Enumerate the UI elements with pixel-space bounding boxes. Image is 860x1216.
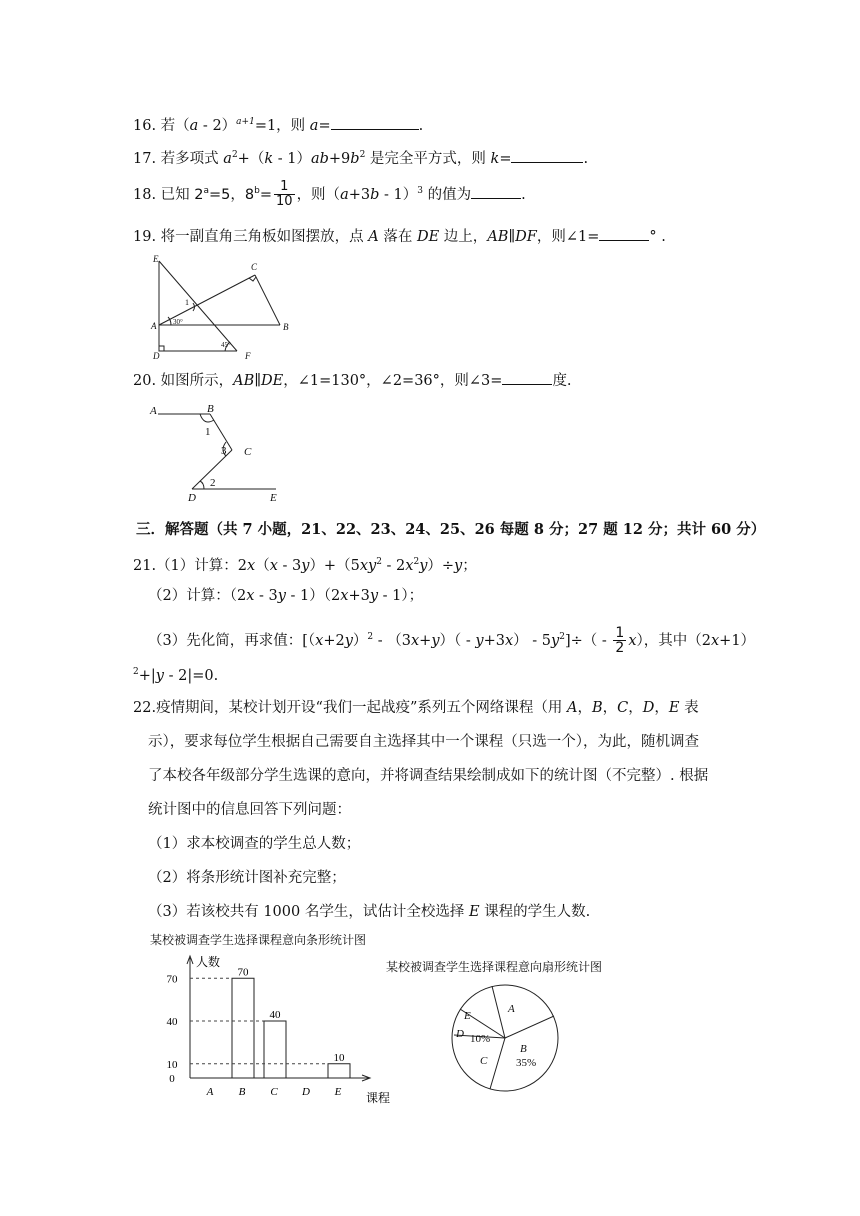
q17-exp: 2: [231, 150, 238, 160]
q18-text: +3: [348, 186, 371, 203]
q16-var-a: a: [309, 117, 319, 134]
q22-text: ，: [628, 700, 643, 716]
q21-text: （1）计算：2: [156, 557, 248, 574]
pie-divider: [505, 1016, 554, 1038]
q21-var: y: [431, 632, 440, 649]
q21-var: x: [710, 632, 720, 649]
q20-var: DE: [261, 373, 284, 389]
question-16: [133, 112, 423, 136]
q21-text: ）: [352, 632, 368, 649]
q16-exponent: a+1: [236, 117, 255, 127]
q18-eq: =: [259, 186, 273, 203]
question-22-line-2: 示），要求每位学生根据自己需要自主选择其中一个课程（只选一个），为此，随机调查: [148, 734, 699, 750]
label-C: C: [251, 262, 258, 272]
line-CB: [255, 275, 280, 325]
q21-text: ]÷（ -: [564, 632, 612, 649]
q21-exp: 2: [367, 632, 374, 642]
pie-divider: [492, 986, 505, 1038]
q18-text: =5，: [209, 186, 245, 203]
q18-end: .: [521, 186, 526, 203]
pie-divider: [490, 1038, 505, 1089]
q17-text: +（: [237, 150, 265, 167]
q22-text: ，: [577, 700, 592, 716]
y-tick-label: 10: [166, 1058, 178, 1071]
q17-var: k: [264, 150, 274, 167]
q18-text: ，则（: [296, 186, 341, 203]
question-18: [133, 176, 526, 210]
angle-2-arc: [200, 481, 204, 489]
pie-chart: [446, 978, 566, 1098]
q17-var: a: [223, 150, 232, 167]
q16-text: =1，则: [254, 117, 310, 134]
q22-text: ，: [654, 700, 669, 716]
y-tick-label: 40: [166, 1016, 178, 1028]
q21-text: （2）计算：（2: [148, 588, 247, 604]
label-45-degrees: 45°: [221, 341, 231, 349]
figure-19-triangles: [145, 253, 295, 361]
label-B: B: [283, 322, 289, 332]
q21-text: +1）: [719, 632, 756, 649]
question-21-part-3: [148, 620, 755, 658]
label-E: E: [270, 492, 277, 504]
q18-var: a: [340, 186, 349, 203]
pie-percent-D: 10%: [470, 1033, 491, 1045]
q21-text: ），其中（2: [636, 632, 711, 649]
q21-exp: 2: [376, 557, 382, 567]
q17-text: 若多项式: [160, 150, 224, 167]
x-tick-label: D: [302, 1086, 310, 1098]
q19-var: DF: [515, 229, 537, 245]
q21-text: +|: [138, 667, 156, 684]
label-B: B: [207, 403, 214, 415]
q20-var: AB: [233, 373, 255, 389]
x-axis-label: 课程: [366, 1091, 391, 1105]
q18-text: 已知: [160, 186, 195, 203]
q22-var: E: [668, 700, 680, 716]
q21-text: - 3: [254, 588, 278, 604]
fraction: [613, 626, 626, 655]
q21-text: （: [255, 557, 270, 574]
q17-exp: 2: [359, 150, 366, 160]
q21-text: ）（ -: [439, 632, 476, 649]
q21-text: - 3: [277, 557, 302, 574]
pie-label-C: C: [480, 1055, 488, 1067]
q21-text: +: [419, 632, 432, 649]
q21-text: - （3: [373, 632, 411, 649]
q22-text: 表: [679, 700, 699, 716]
q21-var: x: [246, 588, 255, 604]
q21-var: xy: [359, 557, 377, 574]
question-number: 19.: [133, 229, 157, 245]
q22-text: ，: [602, 700, 618, 716]
question-number: 17.: [133, 150, 157, 167]
question-21-part-3-continued: [133, 662, 218, 686]
question-22-sub-2: （2）将条形统计图补充完整；: [148, 870, 346, 886]
q21-exp: 2: [559, 632, 565, 642]
q17-var: b: [350, 150, 360, 167]
question-22-line-4: 统计图中的信息回答下列问题：: [148, 802, 351, 818]
q22-var: A: [567, 700, 578, 716]
y-tick-label: 0: [169, 1073, 175, 1085]
label-A: A: [150, 405, 157, 417]
q19-end: ° .: [649, 229, 666, 245]
q21-var: y: [344, 632, 353, 649]
pie-chart-title: 某校被调查学生选择课程意向扇形统计图: [386, 960, 603, 974]
x-tick-label: A: [206, 1086, 214, 1098]
answer-blank[interactable]: [511, 148, 583, 163]
fraction-numerator: 1: [615, 625, 625, 642]
q21-text: ） - 5: [513, 632, 552, 649]
q17-text: =: [499, 150, 512, 167]
label-E: E: [153, 254, 159, 264]
q17-var: ab: [310, 150, 329, 167]
question-22-line-1: [133, 698, 699, 718]
q21-text: ）÷: [427, 557, 455, 574]
question-22-line-3: 了本校各年级部分学生选课的意向，并将调查结果绘制成如下的统计图（不完整）. 根据: [148, 768, 709, 784]
question-19: [133, 226, 666, 247]
bar-data-label: 10: [333, 1051, 345, 1064]
answer-blank[interactable]: [331, 115, 419, 130]
q21-exp: 2: [133, 667, 139, 677]
label-A: A: [151, 321, 157, 331]
bar-chart: [160, 950, 400, 1110]
section-heading: 三．解答题（共 7 小题，21、22、23、24、25、26 每题 8 分；27 题 12 分；共计 60 分）: [136, 521, 766, 538]
fraction-denominator: 2: [615, 640, 625, 657]
answer-blank[interactable]: [502, 370, 552, 385]
pie-label-E: E: [464, 1010, 471, 1022]
label-D: D: [188, 492, 196, 504]
q17-text: 是完全平方式，则: [365, 150, 491, 167]
pie-label-B: B: [520, 1043, 527, 1055]
q19-var: DE: [416, 229, 440, 245]
pie-label-A: A: [508, 1003, 515, 1015]
q18-exp: 3: [417, 186, 423, 196]
q19-text: 将一副直角三角板如图摆放，点: [160, 229, 369, 245]
q16-text: - 2）: [198, 117, 237, 134]
q21-text: +3: [483, 632, 505, 649]
q19-text: 落在: [378, 229, 417, 245]
question-17: [133, 145, 588, 169]
question-number: 22.: [133, 700, 157, 716]
q21-text: ）+（5: [309, 557, 360, 574]
q21-text: - 2|=0.: [163, 667, 219, 684]
q21-text: +3: [348, 588, 370, 604]
q20-text: ，∠1=130°，∠2=36°，则∠3=: [283, 373, 503, 389]
label-30-degrees: 30°: [173, 318, 183, 326]
label-angle-3: 3: [221, 445, 227, 457]
bar-data-label: 70: [237, 966, 249, 979]
bar-data-label: 40: [269, 1009, 281, 1021]
q22-text: 课程的学生人数.: [479, 904, 591, 920]
q22-var: C: [617, 700, 629, 716]
line-EF: [159, 261, 237, 351]
q21-text: ；: [462, 557, 477, 574]
q21-var: x: [340, 588, 349, 604]
q21-var: x: [315, 632, 324, 649]
fraction-numerator: 1: [274, 180, 295, 195]
q16-text: 若（: [160, 117, 190, 134]
q20-text: 如图所示，: [160, 373, 234, 389]
q19-text: ，则∠1=: [536, 229, 600, 245]
q21-var: x: [504, 632, 514, 649]
fraction-denominator: 10: [276, 194, 293, 210]
label-angle-2: 2: [210, 477, 216, 489]
question-22-sub-1: （1）求本校调查的学生总人数；: [148, 836, 361, 852]
label-angle-1: 1: [185, 298, 189, 307]
fraction: [274, 180, 295, 209]
q18-var: b: [370, 186, 380, 203]
q19-var: AB: [487, 229, 509, 245]
q19-text: 边上，: [439, 229, 488, 245]
q21-var: y: [475, 632, 484, 649]
q21-text: +2: [323, 632, 345, 649]
q17-text: +9: [328, 150, 351, 167]
q18-base: 8: [244, 186, 255, 203]
y-tick-label: 70: [166, 973, 178, 986]
q21-var: y: [155, 667, 164, 684]
q20-text: ∥: [254, 373, 262, 389]
bar-chart-title: 某校被调查学生选择课程意向条形统计图: [150, 933, 367, 947]
q22-var: B: [591, 700, 603, 716]
bar-B: [232, 978, 254, 1078]
q20-end: 度.: [552, 373, 572, 389]
question-number: 20.: [133, 373, 157, 389]
q19-text: ∥: [508, 229, 516, 245]
pie-percent-B: 35%: [516, 1057, 537, 1069]
q18-base: 2: [194, 186, 204, 203]
q18-exp: a: [203, 186, 210, 196]
label-angle-1: 1: [205, 426, 211, 438]
q21-var: y: [551, 632, 560, 649]
question-21-part-2: [148, 586, 423, 606]
q22-text: （3）若该校共有 1000 名学生，试估计全校选择: [148, 904, 469, 920]
question-number: 18.: [133, 186, 157, 203]
pie-label-D: D: [456, 1028, 464, 1040]
question-number: 16.: [133, 117, 157, 134]
question-20: [133, 370, 572, 391]
question-21-part-1: [133, 552, 477, 576]
answer-blank[interactable]: [471, 184, 521, 199]
q18-text: - 1）: [379, 186, 418, 203]
q16-text: =: [318, 117, 331, 134]
x-tick-label: E: [334, 1086, 342, 1098]
q22-var: E: [468, 904, 480, 920]
label-D: D: [153, 351, 160, 361]
x-tick-label: B: [238, 1086, 246, 1098]
figure-20-parallel-lines: [148, 400, 288, 505]
q21-text: - 1）（2: [285, 588, 341, 604]
q21-var: y: [419, 557, 428, 574]
q21-text: - 1）；: [378, 588, 424, 604]
bar-E: [328, 1064, 350, 1078]
question-22-sub-3: [148, 902, 590, 922]
q18-text: 的值为: [422, 186, 472, 203]
q17-end: .: [583, 150, 589, 167]
q19-var: A: [368, 229, 379, 245]
q21-text: （3）先化简，再求值：[（: [148, 632, 316, 649]
x-tick-label: C: [270, 1086, 278, 1098]
answer-blank[interactable]: [599, 226, 649, 241]
q17-var: k: [490, 150, 500, 167]
q16-var-a: a: [189, 117, 199, 134]
label-F: F: [245, 351, 251, 361]
q21-var: y: [454, 557, 463, 574]
bar-C: [264, 1021, 286, 1078]
q17-text: - 1）: [273, 150, 311, 167]
q21-var: x: [269, 557, 278, 574]
q16-end: .: [418, 117, 424, 134]
label-C: C: [244, 446, 252, 458]
q21-var: x: [410, 632, 420, 649]
right-angle-mark-D: [159, 346, 164, 351]
q21-var: y: [301, 557, 310, 574]
q22-var: D: [642, 700, 655, 716]
angle-30-arc: [168, 317, 171, 325]
q21-var: y: [369, 588, 379, 604]
q21-var: y: [277, 588, 286, 604]
q21-text: - 2: [381, 557, 406, 574]
q21-var: x: [247, 557, 256, 574]
q21-var: x: [405, 557, 414, 574]
q22-text: 疫情期间，某校计划开设“我们一起战疫”系列五个网络课程（用: [156, 700, 567, 716]
question-number: 21.: [133, 557, 157, 574]
q21-var: x: [628, 632, 637, 649]
q21-exp: 2: [413, 557, 420, 567]
q18-exp: b: [254, 186, 260, 196]
y-axis-label: 人数: [196, 955, 221, 969]
